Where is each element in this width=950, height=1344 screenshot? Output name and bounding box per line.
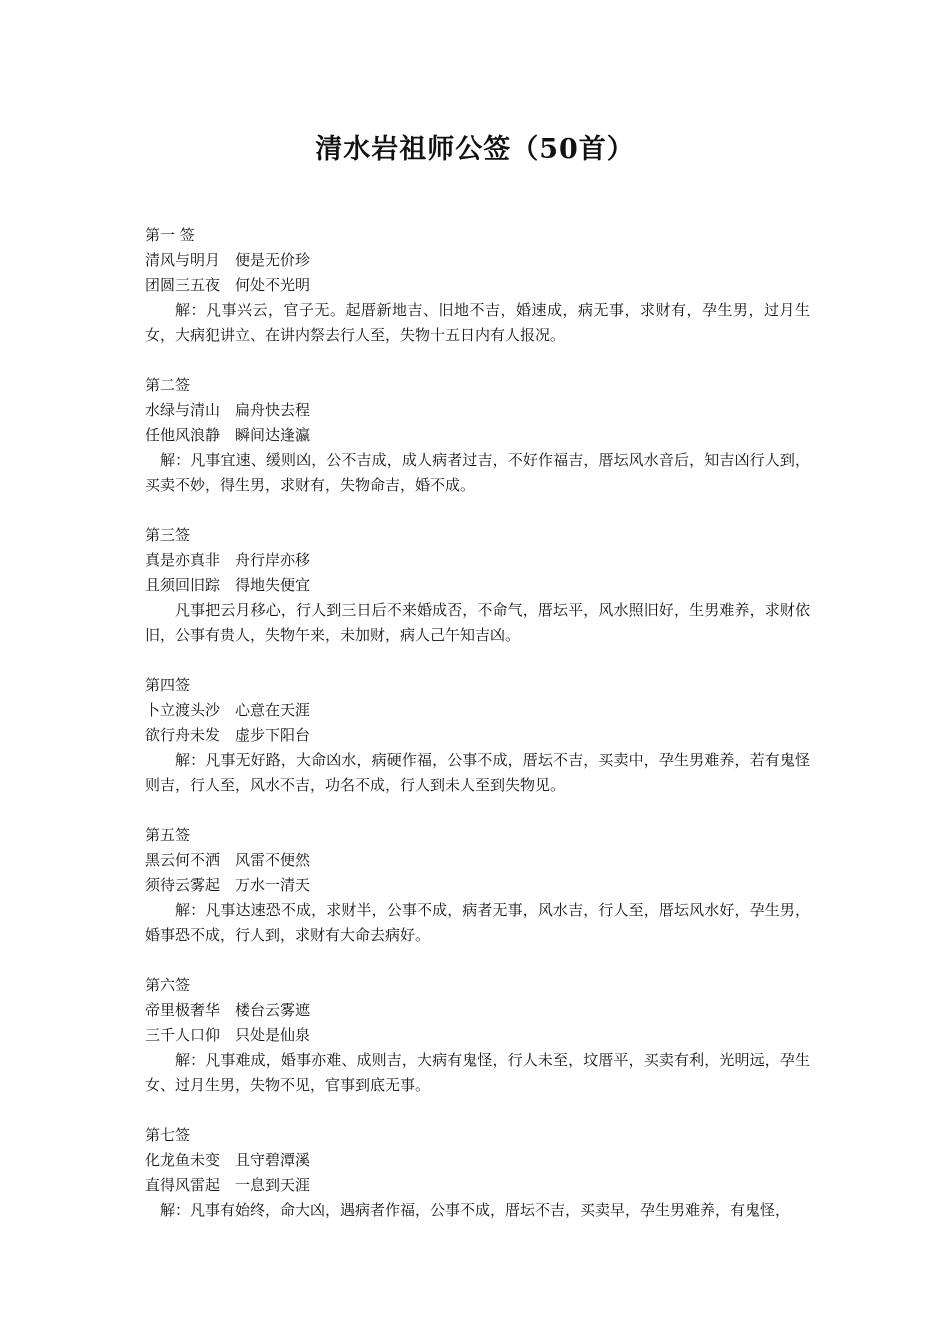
section-3 xyxy=(145,523,810,648)
poem-line: 三千人口仰 只处是仙泉 xyxy=(145,1026,311,1044)
poem-line: 须待云雾起 万水一清天 xyxy=(145,876,311,894)
poem-line: 欲行舟未发 虚步下阳台 xyxy=(145,726,311,744)
explanation-paragraph: 解：凡事有始终，命大凶，遇病者作福，公事不成，厝坛不吉，买卖早，孕生男难养，有鬼怪， xyxy=(160,1201,791,1219)
section-heading: 第三签 xyxy=(145,526,191,544)
section-4 xyxy=(145,673,810,798)
poem-line: 黑云何不洒 风雷不便然 xyxy=(145,851,311,869)
section-heading: 第七签 xyxy=(145,1126,191,1144)
section-1 xyxy=(145,223,810,348)
explanation-paragraph: 解：凡事宜速、缓则凶，公不吉成，成人病者过吉，不好作福吉，厝坛风水音后，知吉凶行人到，买卖不妙，得生男，求财有，失物命吉，婚不成。 xyxy=(145,451,810,494)
poem-line: 帝里极奢华 楼台云雾遮 xyxy=(145,1001,311,1019)
explanation-paragraph: 解：凡事达速恐不成，求财半，公事不成，病者无事，风水吉，行人至，厝坛风水好，孕生男，婚事恐不成，行人到，求财有大命去病好。 xyxy=(145,901,810,944)
explanation-paragraph: 解：凡事难成，婚事亦难、成则吉，大病有鬼怪，行人未至，坟厝平，买卖有利，光明远，孕生女、过月生男，失物不见，官事到底无事。 xyxy=(145,1051,810,1094)
poem-line: 清风与明月 便是无价珍 xyxy=(145,251,311,269)
section-heading: 第五签 xyxy=(145,826,191,844)
section-2 xyxy=(145,373,810,498)
explanation-paragraph: 解：凡事兴云，官子无。起厝新地吉、旧地不吉，婚速成，病无事，求财有，孕生男，过月生女，大病犯讲立、在讲内祭去行人至，失物十五日内有人报况。 xyxy=(145,301,810,344)
section-heading: 第一 签 xyxy=(145,226,195,244)
poem-line: 化龙鱼未变 且守碧潭溪 xyxy=(145,1151,311,1169)
explanation-paragraph: 凡事把云月移心，行人到三日后不来婚成否，不命气，厝坛平，风水照旧好，生男难养，求财依旧，公事有贵人，失物午来，未加财，病人己午知吉凶。 xyxy=(145,601,810,644)
section-heading: 第四签 xyxy=(145,676,191,694)
poem-line: 真是亦真非 舟行岸亦移 xyxy=(145,551,311,569)
poem-line: 卜立渡头沙 心意在天涯 xyxy=(145,701,311,719)
section-heading: 第二签 xyxy=(145,376,191,394)
poem-line: 团圆三五夜 何处不光明 xyxy=(145,276,311,294)
poem-line: 且须回旧踪 得地失便宜 xyxy=(145,576,311,594)
section-heading: 第六签 xyxy=(145,976,191,994)
document-title: 清水岩祖师公签（50首） xyxy=(315,134,635,165)
document-body xyxy=(145,223,810,1248)
section-5 xyxy=(145,823,810,948)
poem-line: 水绿与清山 扁舟快去程 xyxy=(145,401,311,419)
section-6 xyxy=(145,973,810,1098)
section-7 xyxy=(145,1123,810,1223)
poem-line: 任他风浪静 瞬间达逢瀛 xyxy=(145,426,311,444)
poem-line: 直得风雷起 一息到天涯 xyxy=(145,1176,311,1194)
explanation-paragraph: 解：凡事无好路，大命凶水，病硬作福，公事不成，厝坛不吉，买卖中，孕生男难养，若有鬼怪则吉，行人至，风水不吉，功名不成，行人到未人至到失物见。 xyxy=(145,751,810,794)
